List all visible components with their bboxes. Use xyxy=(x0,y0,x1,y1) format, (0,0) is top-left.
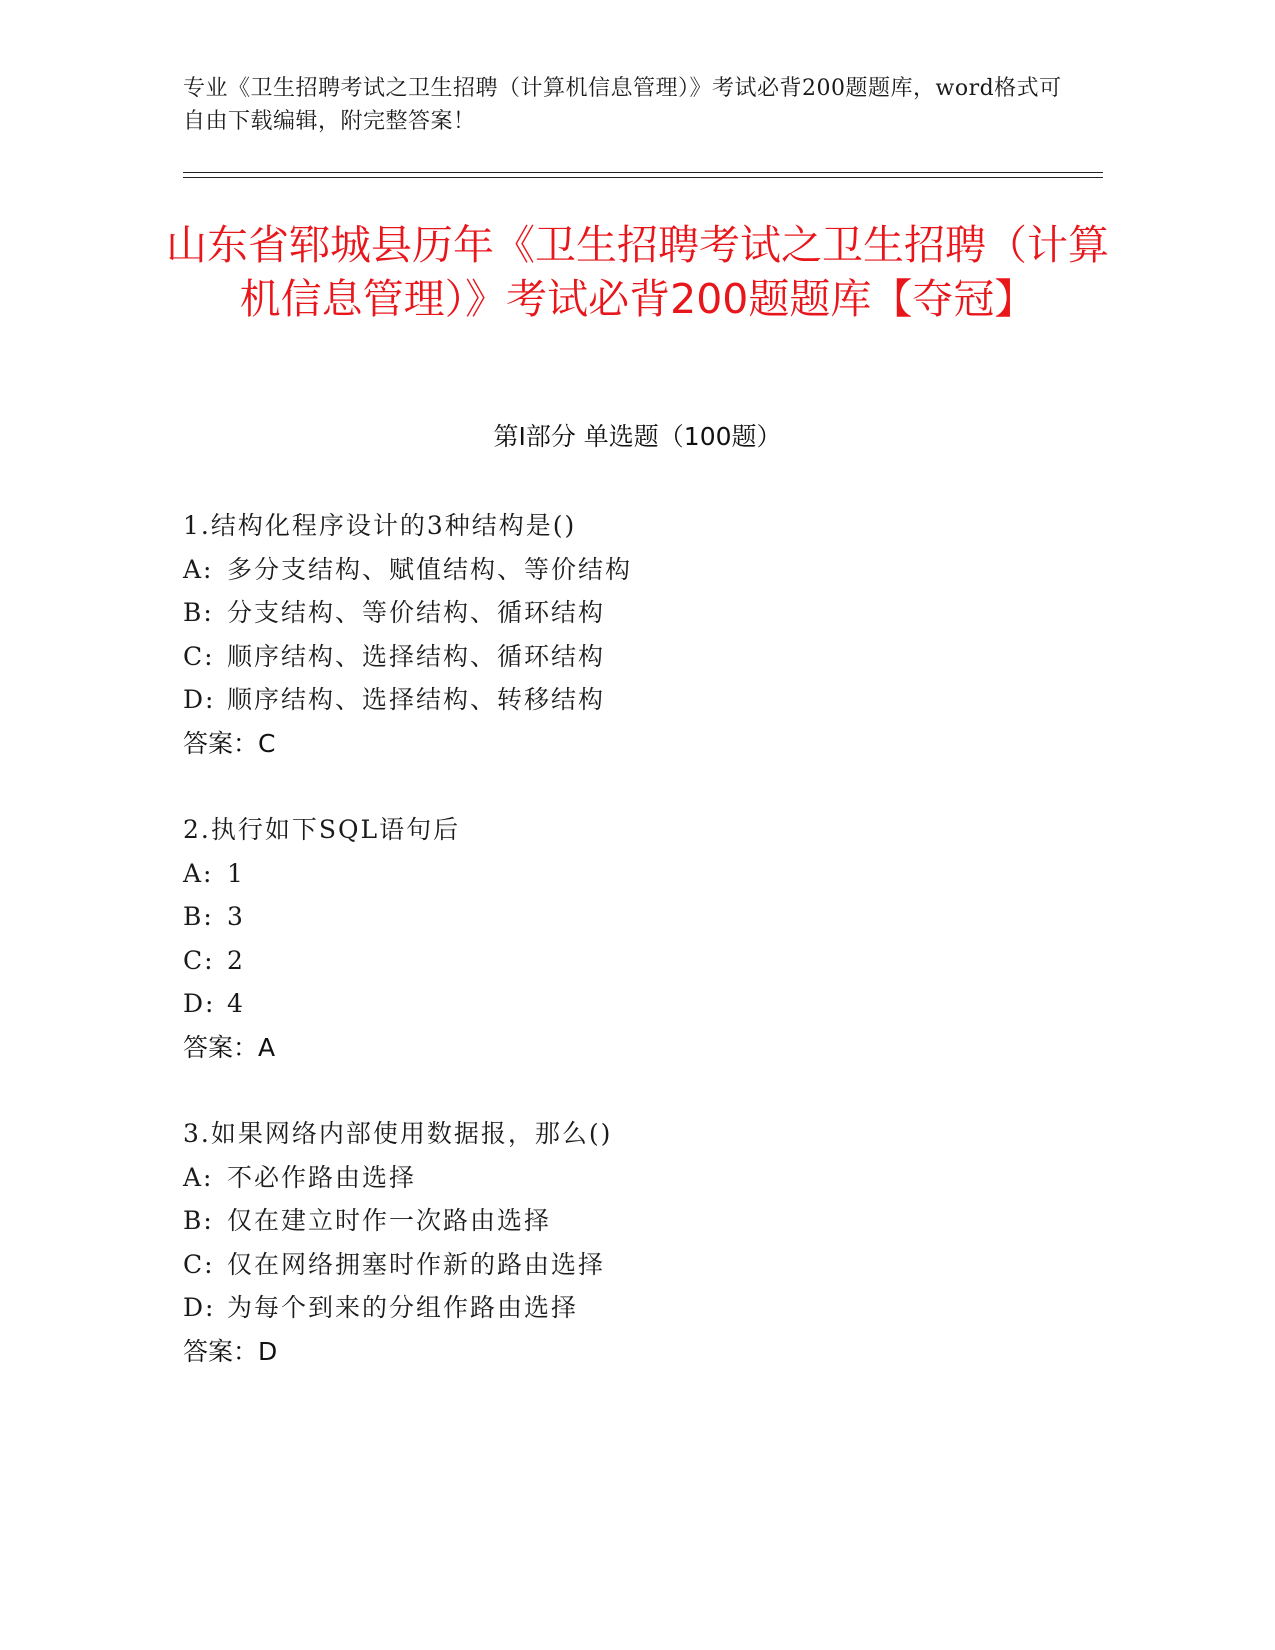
option-key: A: xyxy=(183,554,214,584)
question-stem: 3.如果网络内部使用数据报，那么() xyxy=(183,1119,613,1148)
header-note: 专业《卫生招聘考试之卫生招聘（计算机信息管理）》考试必背200题题库，word格式可自由下载编辑，附完整答案！ xyxy=(183,76,1062,134)
question-stem: 1.结构化程序设计的3种结构是() xyxy=(183,511,577,540)
option-text: 分支结构、等价结构、循环结构 xyxy=(227,598,606,627)
option-key: B: xyxy=(183,1206,214,1235)
option-text: 仅在网络拥塞时作新的路由选择 xyxy=(227,1249,606,1279)
option-b xyxy=(183,895,1083,939)
option-a xyxy=(183,548,1083,592)
option-key: C: xyxy=(183,1249,215,1279)
option-key: D: xyxy=(183,1293,216,1322)
option-key: B: xyxy=(183,902,214,931)
answer-line: 答案：C xyxy=(183,728,276,758)
question-stem: 2.执行如下SQL语句后 xyxy=(183,815,461,844)
option-b xyxy=(183,591,1083,635)
question-3 xyxy=(183,1112,1083,1373)
option-b xyxy=(183,1199,1083,1243)
answer-line: 答案：D xyxy=(183,1336,278,1366)
section-title: 第Ⅰ部分 单选题（100题） xyxy=(493,422,782,451)
option-text: 不必作路由选择 xyxy=(227,1162,417,1192)
option-text: 仅在建立时作一次路由选择 xyxy=(227,1206,552,1235)
option-a xyxy=(183,852,1083,896)
question-1 xyxy=(183,504,1083,765)
option-a xyxy=(183,1156,1083,1200)
option-text: 1 xyxy=(227,858,245,888)
question-list xyxy=(183,504,1083,1416)
option-d xyxy=(183,982,1083,1026)
option-c xyxy=(183,1243,1083,1287)
option-text: 4 xyxy=(227,989,245,1018)
option-key: D: xyxy=(183,989,216,1018)
option-text: 为每个到来的分组作路由选择 xyxy=(227,1293,579,1322)
option-text: 顺序结构、选择结构、转移结构 xyxy=(227,685,606,714)
option-key: A: xyxy=(183,858,214,888)
answer-line: 答案：A xyxy=(183,1032,276,1062)
option-key: A: xyxy=(183,1162,214,1192)
option-key: D: xyxy=(183,685,216,714)
option-text: 3 xyxy=(227,902,245,931)
option-c xyxy=(183,939,1083,983)
option-key: B: xyxy=(183,598,214,627)
option-key: C: xyxy=(183,945,215,975)
option-c xyxy=(183,635,1083,679)
question-2 xyxy=(183,808,1083,1069)
header-divider-bottom xyxy=(183,177,1103,178)
option-key: C: xyxy=(183,641,215,671)
option-text: 多分支结构、赋值结构、等价结构 xyxy=(227,554,633,584)
option-text: 顺序结构、选择结构、循环结构 xyxy=(227,641,606,671)
option-d xyxy=(183,678,1083,722)
header-divider-top xyxy=(183,172,1103,173)
option-d xyxy=(183,1286,1083,1330)
document-title: 山东省郓城县历年《卫生招聘考试之卫生招聘（计算机信息管理）》考试必背200题题库【夺冠】 xyxy=(166,221,1109,323)
option-text: 2 xyxy=(227,945,245,975)
